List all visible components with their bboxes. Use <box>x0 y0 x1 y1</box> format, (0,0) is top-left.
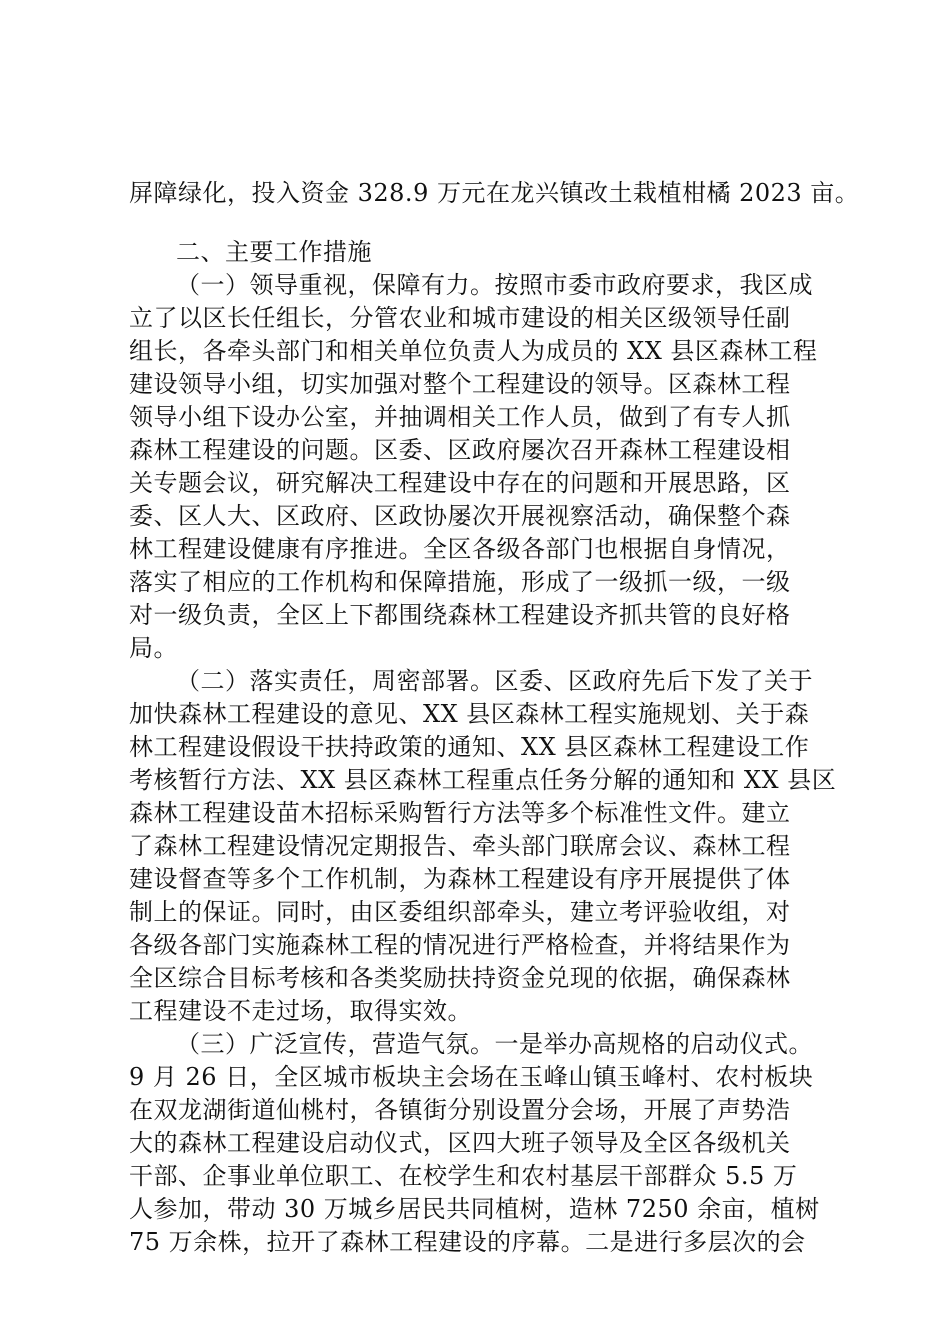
paragraph-3-line-2: 9 月 26 日，全区城市板块主会场在玉峰山镇玉峰村、农村板块 <box>129 1063 814 1091</box>
paragraph-1-line-2: 立了以区长任组长，分管农业和城市建设的相关区级领导任副 <box>129 304 791 332</box>
paragraph-2-line-11: 工程建设不走过场，取得实效。 <box>129 997 472 1025</box>
paragraph-1-line-1: （一）领导重视，保障有力。按照市委市政府要求，我区成 <box>176 271 813 299</box>
paragraph-2-line-2: 加快森林工程建设的意见、XX 县区森林工程实施规划、关于森 <box>129 700 810 728</box>
text-line-1: 屏障绿化，投入资金 328.9 万元在龙兴镇改土栽植柑橘 2023 亩。 <box>129 179 860 207</box>
paragraph-3-line-3: 在双龙湖街道仙桃村，各镇街分别设置分会场，开展了声势浩 <box>129 1096 791 1124</box>
paragraph-2-line-8: 制上的保证。同时，由区委组织部牵头，建立考评验收组，对 <box>129 898 791 926</box>
paragraph-2-line-9: 各级各部门实施森林工程的情况进行严格检查，并将结果作为 <box>129 931 791 959</box>
paragraph-1-line-3: 组长，各牵头部门和相关单位负责人为成员的 XX 县区森林工程 <box>129 337 818 365</box>
paragraph-2-line-5: 森林工程建设苗木招标采购暂行方法等多个标准性文件。建立 <box>129 799 791 827</box>
paragraph-1-line-11: 对一级负责，全区上下都围绕森林工程建设齐抓共管的良好格 <box>129 601 791 629</box>
paragraph-1-line-4: 建设领导小组，切实加强对整个工程建设的领导。区森林工程 <box>129 370 791 398</box>
paragraph-1-line-10: 落实了相应的工作机构和保障措施，形成了一级抓一级，一级 <box>129 568 791 596</box>
paragraph-1-line-7: 关专题会议，研究解决工程建设中存在的问题和开展思路，区 <box>129 469 791 497</box>
paragraph-2-line-6: 了森林工程建设情况定期报告、牵头部门联席会议、森林工程 <box>129 832 791 860</box>
paragraph-2-line-3: 林工程建设假设干扶持政策的通知、XX 县区森林工程建设工作 <box>129 733 810 761</box>
paragraph-1-line-6: 森林工程建设的问题。区委、区政府屡次召开森林工程建设相 <box>129 436 791 464</box>
paragraph-2-line-10: 全区综合目标考核和各类奖励扶持资金兑现的依据，确保森林 <box>129 964 791 992</box>
paragraph-3-line-1: （三）广泛宣传，营造气氛。一是举办高规格的启动仪式。 <box>176 1030 813 1058</box>
paragraph-1-line-8: 委、区人大、区政府、区政协屡次开展视察活动，确保整个森 <box>129 502 791 530</box>
paragraph-3-line-6: 人参加，带动 30 万城乡居民共同植树，造林 7250 余亩，植树 <box>129 1195 820 1223</box>
paragraph-2-line-4: 考核暂行方法、XX 县区森林工程重点任务分解的通知和 XX 县区 <box>129 766 837 794</box>
paragraph-2-line-7: 建设督查等多个工作机制，为森林工程建设有序开展提供了体 <box>129 865 791 893</box>
paragraph-1-line-12: 局。 <box>129 634 178 662</box>
paragraph-1-line-5: 领导小组下设办公室，并抽调相关工作人员，做到了有专人抓 <box>129 403 791 431</box>
section-heading: 二、主要工作措施 <box>176 238 372 266</box>
paragraph-3-line-5: 干部、企事业单位职工、在校学生和农村基层干部群众 5.5 万 <box>129 1162 798 1190</box>
paragraph-1-line-9: 林工程建设健康有序推进。全区各级各部门也根据自身情况， <box>129 535 791 563</box>
paragraph-3-line-4: 大的森林工程建设启动仪式，区四大班子领导及全区各级机关 <box>129 1129 791 1157</box>
paragraph-2-line-1: （二）落实责任，周密部署。区委、区政府先后下发了关于 <box>176 667 813 695</box>
paragraph-3-line-7: 75 万余株，拉开了森林工程建设的序幕。二是进行多层次的会 <box>129 1228 806 1256</box>
